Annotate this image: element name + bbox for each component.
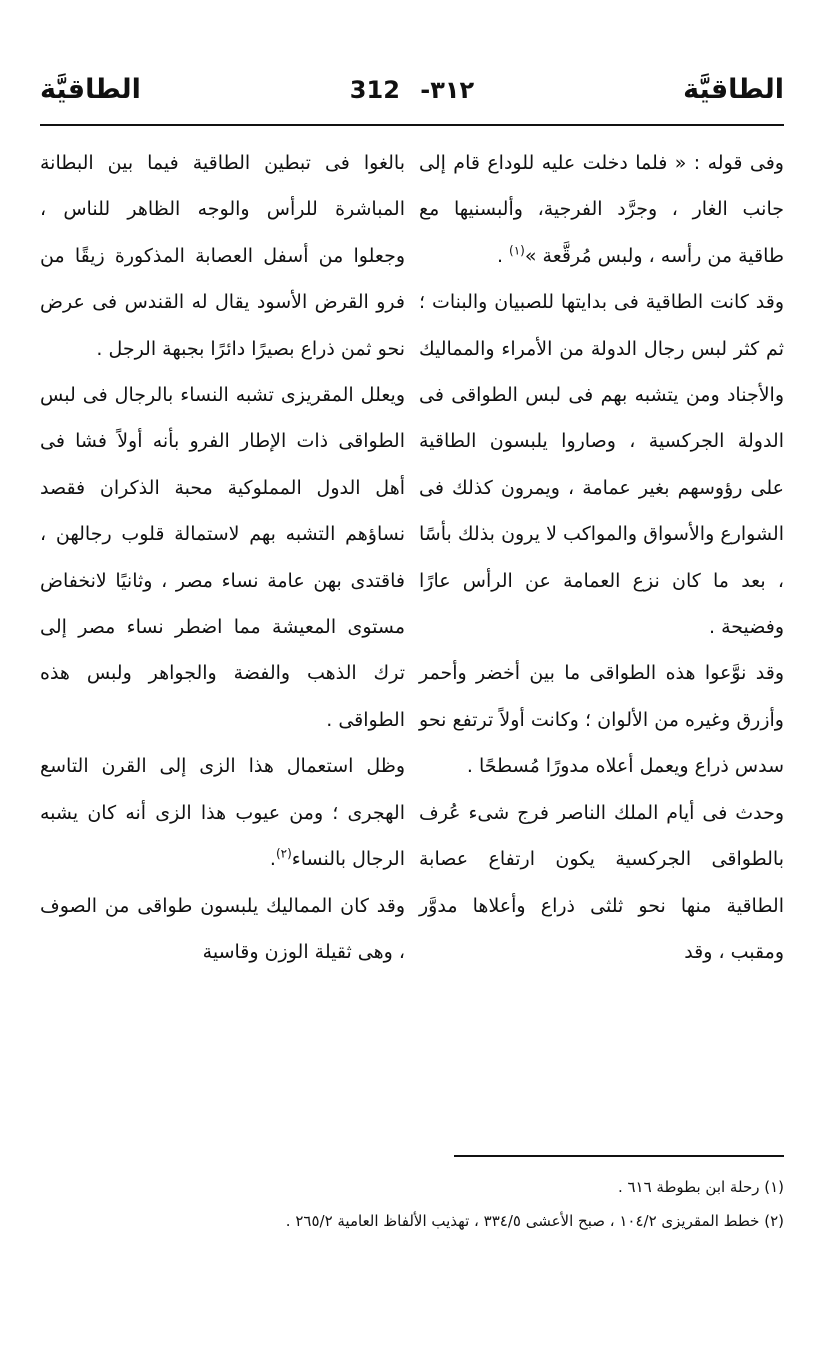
running-title-right: الطاقيَّة <box>683 74 784 105</box>
page-number <box>40 62 784 118</box>
header-divider <box>40 124 784 126</box>
paragraph: ويعلل المقريزى تشبه النساء بالرجال فى لبس الطواقى ذات الإطار الفرو بأنه أولاً فشا فى أهل الدول المملوكية محبة الذكران فقصد نساؤهم التشبه بهم لاستمالة قلوب رجالهن ، فاقتدى بهن عامة نساء مصر ، وثانيًا لانخفاض مستوى المعيشة مما اضطر نساء مصر إلى ترك الذهب والفضة والجواهر ولبس هذه الطواقى . <box>40 384 405 731</box>
paragraph: وفى قوله : « فلما دخلت عليه للوداع قام إلى جانب الغار ، وجرَّد الفرجية، وألبسنيها مع طاقية من رأسه ، ولبس مُرقَّعة »$^{(١)}$ . <box>419 152 784 267</box>
paragraph: وقد كانت الطاقية فى بدايتها للصبيان والبنات ؛ ثم كثر لبس رجال الدولة من الأمراء والمماليك والأجناد ومن يتشبه بهم فى لبس الطواقى فى الدولة الجركسية ، وصاروا يلبسون الطاقية على رؤوسهم بغير عمامة ، ويمرون كذلك فى الشوارع والأسواق والمواكب لا يرون بذلك بأسًا ، بعد ما كان نزع العمامة عن الرأس عارًا وفضيحة . <box>419 291 784 639</box>
footnote-ref: (١) <box>509 243 525 258</box>
paragraph: بالغوا فى تبطين الطاقية فيما بين البطانة المباشرة للرأس والوجه الظاهر للناس ، وجعلوا من أسفل العصابة المذكورة زيقًا من فرو القرض الأسود يقال له القندس فى عرض نحو ثمن ذراع بصيرًا دائرًا بجبهة الرجل . <box>40 152 405 360</box>
page-number-latin: 312 <box>349 76 400 104</box>
footnotes <box>44 1170 784 1238</box>
footnote-1: (١) رحلة ابن بطوطة ٦١٦ . <box>617 1178 784 1196</box>
paragraph: وقد نوَّعوا هذه الطواقى ما بين أخضر وأحمر وأزرق وغيره من الألوان ؛ وكانت أولاً ترتفع نحو سدس ذراع ويعمل أعلاه مدورًا مُسطحًا . <box>419 662 784 778</box>
footnote-divider <box>454 1155 784 1157</box>
paragraph: وقد كان المماليك يلبسون طواقى من الصوف ، وهى ثقيلة الوزن وقاسية <box>40 894 405 963</box>
paragraph: وظل استعمال هذا الزى إلى القرن التاسع الهجرى ؛ ومن عيوب هذا الزى أنه كان يشبه الرجال بالنساء$^{(٢)}$. <box>40 755 405 871</box>
left-column <box>40 140 405 975</box>
paragraph: وحدث فى أيام الملك الناصر فرج شىء عُرف بالطواقى الجركسية يكون ارتفاع عصابة الطاقية منها نحو ثلثى ذراع وأعلاها مدوَّر ومقبب ، وقد <box>419 801 784 963</box>
running-title-left: الطاقيَّة <box>40 74 141 105</box>
right-column <box>419 140 784 975</box>
footnote-2: (٢) خطط المقريزى ١٠٤/٢ ، صبح الأعشى ٣٣٤/٥ ، تهذيب الألفاظ العامية ٢٦٥/٢ . <box>285 1212 784 1230</box>
page-number-arabic: -٣١٢ <box>420 76 475 104</box>
page-header <box>40 62 784 118</box>
footnote-ref: (٢) <box>275 846 292 861</box>
